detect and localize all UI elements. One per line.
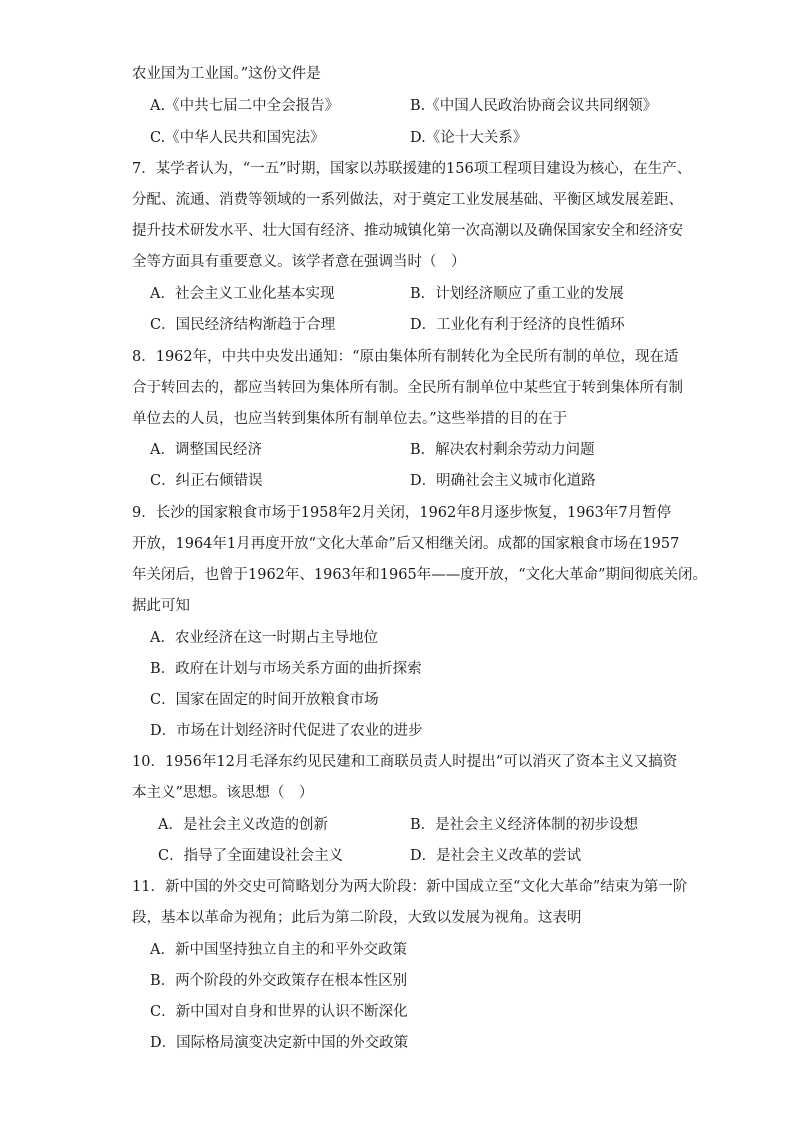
q9-stem-line-2: 开放，1964年1月再度开放“文化大革命”后又相继关闭。成都的国家粮食市场在1957 (132, 536, 680, 552)
q8-option-b: B．解决农村剩余劳动力问题 (410, 442, 595, 458)
q7-option-b: B．计划经济顺应了重工业的发展 (410, 286, 624, 302)
q8-stem-line-3: 单位去的人员，也应当转到集体所有制单位去。”这些举措的目的在于 (132, 411, 568, 427)
q6-stem-tail: 农业国为工业国。”这份文件是 (132, 66, 321, 82)
q6-option-b: B.《中国人民政治协商会议共同纲领》 (410, 98, 658, 114)
q7-stem-line-4: 全等方面具有重要意义。该学者意在强调当时（ ） (132, 254, 466, 270)
q6-option-c: C.《中华人民共和国宪法》 (150, 130, 325, 146)
q7-option-d: D．工业化有利于经济的良性循环 (410, 317, 625, 333)
q11-option-c: C．新中国对自身和世界的认识不断深化 (150, 1004, 408, 1020)
q8-option-c: C．纠正右倾错误 (150, 473, 263, 489)
q7-stem-line-1: 7．某学者认为，“一五”时期，国家以苏联援建的156项工程项目建设为核心，在生产、 (132, 161, 692, 177)
q7-stem-line-3: 提升技术研发水平、壮大国有经济、推动城镇化第一次高潮以及确保国家安全和经济安 (132, 223, 683, 239)
q8-stem-line-1: 8．1962年，中共中央发出通知：“原由集体所有制转化为全民所有制的单位，现在适 (132, 349, 679, 365)
q9-option-a: A．农业经济在这一时期占主导地位 (150, 630, 378, 646)
q10-option-d: D．是社会主义改革的尝试 (410, 848, 582, 864)
q8-stem-line-2: 合于转回去的，都应当转回为集体所有制。全民所有制单位中某些宜于转到集体所有制 (132, 380, 683, 396)
q10-option-b: B．是社会主义经济体制的初步设想 (410, 817, 639, 833)
q7-option-a: A．社会主义工业化基本实现 (150, 286, 335, 302)
q11-option-a: A．新中国坚持独立自主的和平外交政策 (150, 942, 407, 958)
q7-stem-line-2: 分配、流通、消费等领域的一系列做法，对于奠定工业发展基础、平衡区域发展差距、 (132, 192, 683, 208)
q9-option-d: D．市场在计划经济时代促进了农业的进步 (150, 723, 423, 739)
q9-option-c: C．国家在固定的时间开放粮食市场 (150, 692, 379, 708)
q6-option-d: D.《论十大关系》 (410, 130, 528, 146)
q11-stem-line-1: 11．新中国的外交史可简略划分为两大阶段：新中国成立至“文化大革命”结束为第一阶 (132, 879, 688, 895)
q6-option-a: A.《中共七届二中全会报告》 (150, 98, 340, 114)
q7-option-c: C．国民经济结构渐趋于合理 (150, 317, 336, 333)
q10-stem-line-2: 本主义”思想。该思想（ ） (132, 785, 314, 801)
q11-stem-line-2: 段，基本以革命为视角；此后为第二阶段，大致以发展为视角。这表明 (132, 910, 582, 926)
q9-stem-line-3: 年关闭后，也曾于1962年、1963年和1965年——度开放，“文化大革命”期间彻底关闭。 (132, 567, 708, 583)
q10-option-a: A．是社会主义改造的创新 (158, 817, 328, 833)
q8-option-d: D．明确社会主义城市化道路 (410, 473, 596, 489)
q11-option-d: D．国际格局演变决定新中国的外交政策 (150, 1035, 409, 1051)
q9-stem-line-4: 据此可知 (132, 598, 190, 614)
q10-stem-line-1: 10．1956年12月毛泽东约见民建和工商联员责人时提出“可以消灭了资本主义又搞资 (132, 754, 678, 770)
q9-option-b: B．政府在计划与市场关系方面的曲折探索 (150, 661, 422, 677)
q10-option-c: C．指导了全面建设社会主义 (158, 848, 344, 864)
q11-option-b: B．两个阶段的外交政策存在根本性区别 (150, 973, 408, 989)
q9-stem-line-1: 9．长沙的国家粮食市场于1958年2月关闭，1962年8月逐步恢复，1963年7月暂停 (132, 505, 672, 521)
q8-option-a: A．调整国民经济 (150, 442, 262, 458)
